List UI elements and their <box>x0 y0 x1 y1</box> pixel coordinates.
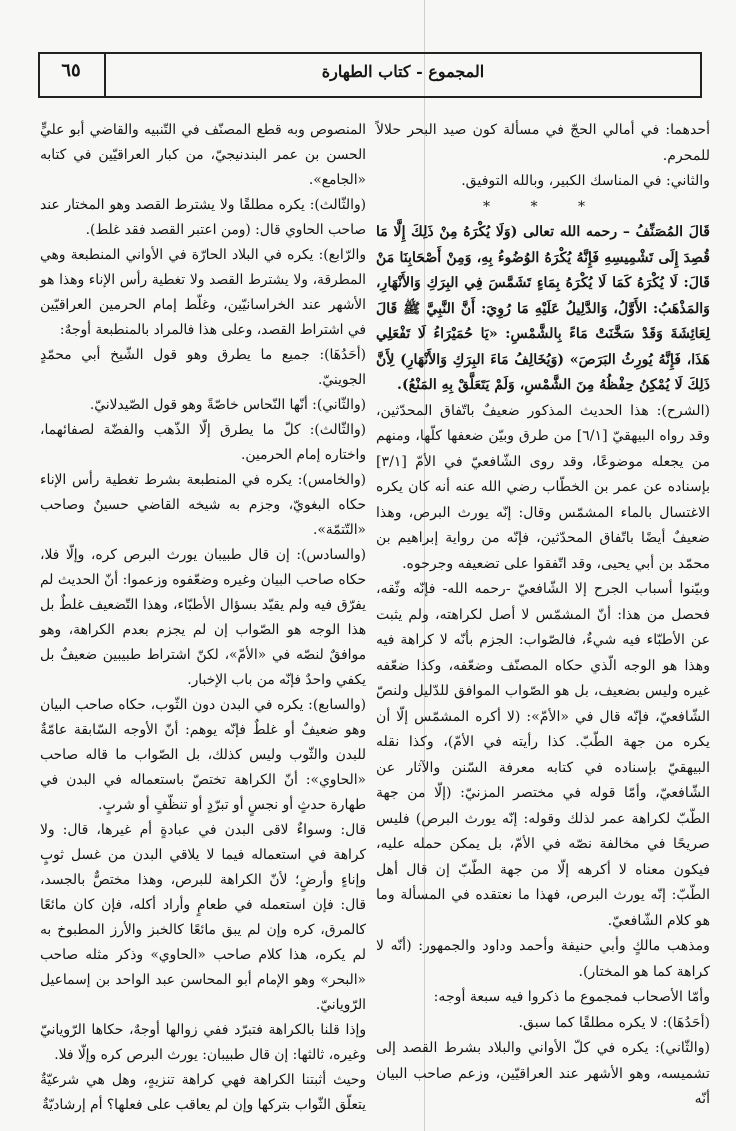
page-number: ٦٥ <box>61 60 81 81</box>
paragraph: (والثّاني): يكره في كلّ الأواني والبلاد بشرط القصد إلى تشميسه، وهو الأشهر عند العراقيّين، وزعم صاحب البيان أنّه <box>376 1040 710 1107</box>
paragraph: والثاني: في المناسك الكبير، وبالله التوفيق. <box>461 173 710 189</box>
paragraph: والرّابع): يكره في البلاد الحارّة في الأواني المنطبعة وهي المطرقة، ولا يشترط القصد ولا تغطية رأس الإناء وهذا هو الأشهر عند الخراسانيّين، وغلّط إمام الحرمين العراقيّين في اشتراط القصد، وعلى هذا فالمراد بالمنطبعة أوجهٌ: <box>40 247 366 338</box>
paragraph: المنصوص وبه قطع المصنّف في التّنبيه والقاضي أبو عليٍّ الحسن بن عمر البندنيجيّ، من كبار العراقيّين في كتابه «الجامع». <box>40 122 366 188</box>
paragraph: (والثّاني): أنّها النّحاس خاصّةً وهو قول الصّيدلانيّ. <box>89 397 366 413</box>
paragraph: قال: وسواءٌ لاقى البدن في عبادةٍ أم غيرها، قال: ولا كراهة في استعماله فيما لا يلاقي البدن من غسل ثوبٍ وإناءٍ وأرضٍ؛ لأنّ الكراهة للبرص، وهذا مختصٌّ بالجسد، قال: فإن استعمله في طعامٍ وأراد أكله، فإن كان مائعًا كالمرق، كره وإن لم يبق مائعًا كالخبز والأرز المطبوخ به لم يكره، هذا كلام صاحب «الحاوي» وذكر مثله صاحب «البحر» وهو الإمام أبو المحاسن عبد الواحد بن إسماعيل الرّويانيّ. <box>40 822 366 1013</box>
right-text-column <box>376 118 710 1113</box>
paragraph: (والخامس): يكره في المنطبعة بشرط تغطية رأس الإناء حكاه البغويّ، وجزم به شيخه القاضي حسينٌ وصاحب «التّتمّة». <box>40 472 366 538</box>
paragraph: وبيّنوا أسباب الجرح إلا الشّافعيّ -رحمه الله- فإنّه وثّقه، فحصل من هذا: أنّ المشمّس لا أصل لكراهته، ولم يثبت عن الأطبّاء فيه شيءٌ، فالصّواب: الجزم بأنّه لا كراهة فيه وهذا هو الوجه الّذي حكاه المصنّف وضعّفه، وكذا ضعّفه غيره وليس بضعيف، بل هو الصّواب الموافق للدّليل ولنصّ الشّافعيّ، فإنّه قال في «الأمّ»: (لا أكره المشمّس إلّا أن يكره من جهة الطّبّ. كذا رأيته في الأمّ)، وكذا نقله البيهقيّ بإسناده في كتابه معرفة السّنن والآثار عن الشّافعيّ، وأمّا قوله في مختصر المزنيّ: (إلّا من جهة الطّبّ لكراهة عمر لذلك وقوله: إنّه يورث البرص) فليس صريحًا في مخالفة نصّه في الأمّ، بل يمكن حمله عليه، فيكون معناه لا أكرهه إلّا من جهة الطّبّ إن قال أهل الطّبّ: إنّه يورث البرص، فهذا ما نعتقده في المسألة وما هو كلام الشّافعيّ. <box>376 581 710 929</box>
paragraph: (أحَدُهَا): لا يكره مطلقًا كما سبق. <box>518 1014 710 1031</box>
paragraph: أحدهما: في أمالي الحجّ في مسألة كون صيد البحر حلالاً للمحرم. <box>376 122 710 164</box>
paragraph: (والسادس): إن قال طبيبان يورث البرص كره، وإلّا فلا، حكاه صاحب البيان وغيره وضعّفوه وزعموا: أنّ الحديث لم يفرّق فيه ولم يقيّد بسؤال الأطبّاء، وهذا التّضعيف غلطٌ بل هذا الوجه هو الصّواب إن لم يجزم بعدم الكراهة، وهو موافقٌ لنصّه في «الأمّ»، لكنّ اشتراط طبيبين ضعيفٌ بل يكفي واحدٌ فإنّه من باب الإخبار. <box>40 547 366 688</box>
matn-quotation: قَالَ المُصَنِّفُ – رحمه الله تعالى (وَلَا يُكْرَهُ مِنْ ذَلِكَ إِلَّا مَا قُصِدَ إِلَى تَشْمِيسِهِ فَإِنَّهُ يُكْرَهُ الوُضُوءُ بِهِ، وَمِنْ أَصْحَابِنَا مَنْ قَالَ: لَا يُكْرَهُ كَمَا لَا يُكْرَهُ بِمَاءٍ تَشَمَّسَ فِي البِرَكِ وَالأَنْهَارِ، وَالمَذْهَبُ: الأَوَّلُ، وَالدَّلِيلُ عَلَيْهِ مَا رُوِيَ: أَنَّ النَّبِيَّ ﷺ قَالَ لِعَائِشَةَ وَقَدْ سَخَّنَتْ مَاءً بِالشَّمْسِ: «يَا حُمَيْرَاءُ لَا تَفْعَلِي هَذَا، فَإِنَّهُ يُورِثُ البَرَصَ» (وَيُخَالِفُ مَاءَ البِرَكِ وَالأَنْهَارِ) لِأَنَّ ذَلِكَ لَا يُمْكِنُ حِفْظُهُ مِنَ الشَّمْسِ، وَلَمْ يَتَعَلَّقْ بِهِ المَنْعُ). <box>376 224 710 393</box>
paragraph: (الشرح): هذا الحديث المذكور ضعيفٌ باتّفاق المحدّثين، وقد رواه البيهقيّ [٦/١] من طرق وبيّن ضعفها كلّها، ومنهم من يجعله موضوعًا، وقد روى الشّافعيّ في الأمّ [٣/١] بإسناده عن عمر بن الخطّاب رضي الله عنه أنه كان يكره الاغتسال بالماء المشمّس وقال: إنّه يورث البرص، وهذا ضعيفٌ أيضًا باتّفاق المحدّثين، فإنّه من رواية إبراهيم بن محمّد بن أبي يحيى، وقد اتّفقوا على تضعيفه وجرحوه. <box>376 402 710 572</box>
paragraph: ومذهب مالكٍ وأبي حنيفة وأحمد وداود والجمهور: (أنّه لا كراهة كما هو المختار). <box>376 938 710 980</box>
paragraph: (والسابع): يكره في البدن دون الثّوب، حكاه صاحب البيان وهو ضعيفٌ أو غلطٌ فإنّه يوهم: أنّ الأوجه السّابقة عامّةٌ للبدن والثّوب وليس كذلك، بل الصّواب ما قاله صاحب «الحاوي»: أنّ الكراهة تختصّ باستعماله في البدن في طهارة حدثٍ أو نجسٍ أو تبرّدٍ أو تنظّفٍ أو شربٍ. <box>40 697 366 813</box>
paragraph: وإذا قلنا بالكراهة فتبرّد ففي زوالها أوجهٌ، حكاها الرّويانيّ وغيره، ثالثها: إن قال طبيبان: يورث البرص كره وإلّا فلا. <box>40 1022 366 1063</box>
paragraph: (أحَدُهَا): جميع ما يطرق وهو قول الشّيخ أبي محمّدٍ الجوينيّ. <box>40 347 366 388</box>
section-separator: * * * <box>482 198 604 215</box>
paragraph: وأمّا الأصحاب فمجموع ما ذكروا فيه سبعة أوجه: <box>433 989 710 1005</box>
paragraph: (والثّالث): كلّ ما يطرق إلّا الذّهب والفضّة لصفائهما، واختاره إمام الحرمين. <box>40 422 366 463</box>
header-divider <box>104 52 106 98</box>
paragraph: (والثّالث): يكره مطلقًا ولا يشترط القصد وهو المختار عند صاحب الحاوي قال: (ومن اعتبر القصد فقد غلط). <box>40 197 366 238</box>
running-title: المجموع - كتاب الطهارة <box>321 62 485 81</box>
paragraph: وحيث أثبتنا الكراهة فهي كراهة تنزيهٍ، وهل هي شرعيّةٌ يتعلّق الثّواب بتركها وإن لم يعاقب على فعلها؟ أم إرشاديّةٌ <box>40 1072 366 1113</box>
left-text-column <box>40 118 366 1118</box>
running-header <box>38 52 718 98</box>
